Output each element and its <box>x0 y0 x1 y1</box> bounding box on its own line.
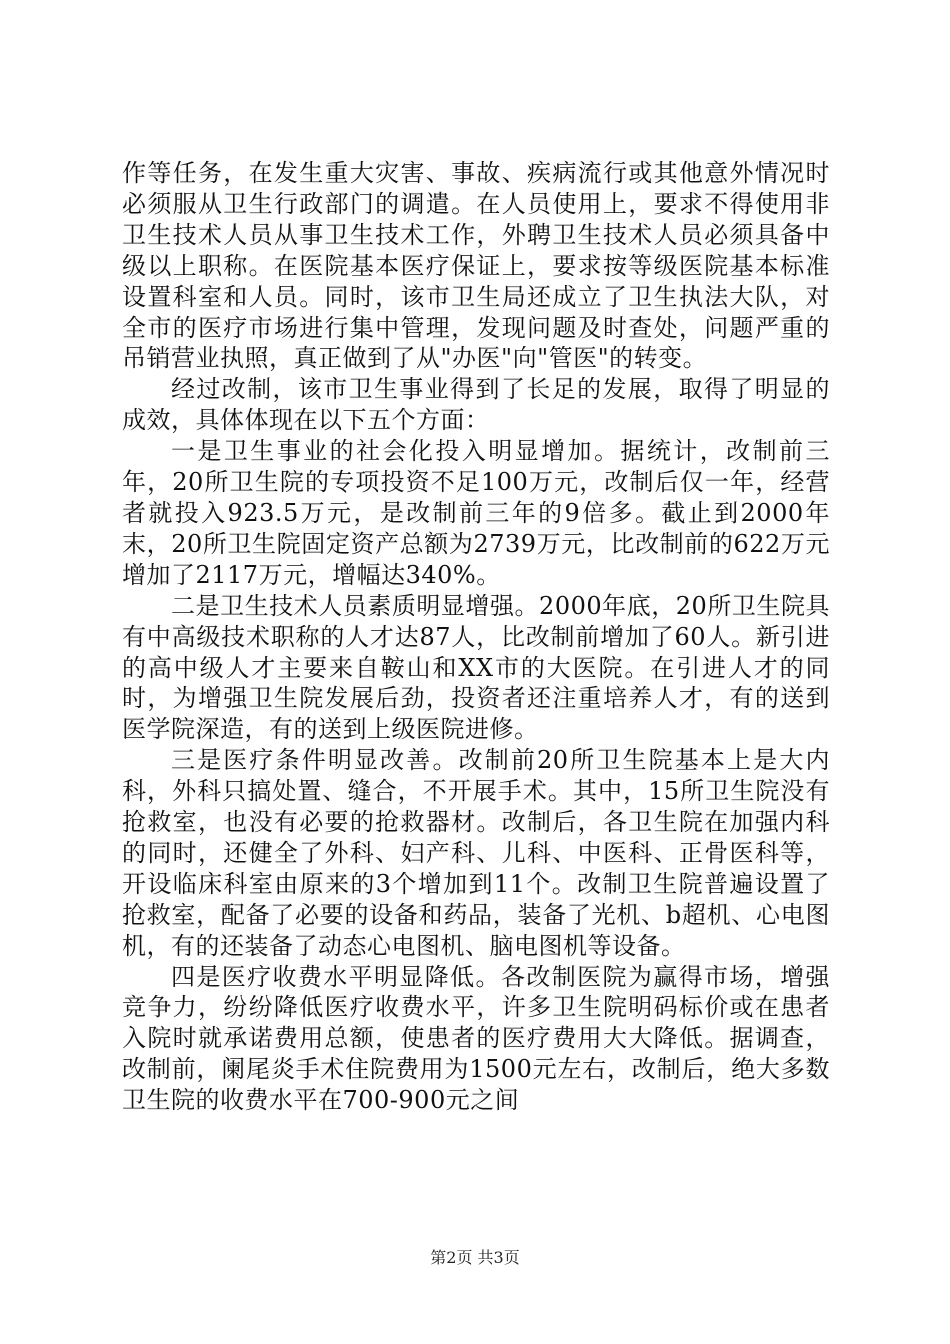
paragraph-point-three: 三是医疗条件明显改善。改制前20所卫生院基本上是大内科，外科只搞处置、缝合，不开展手术。其中，15所卫生院没有抢救室，也没有必要的抢救器材。改制后，各卫生院在加强内科的同时，还健全了外科、妇产科、儿科、中医科、正骨医科等，开设临床科室由原来的3个增加到11个。改制卫生院普遍设置了抢救室，配备了必要的设备和药品，装备了光机、b超机、心电图机，有的还装备了动态心电图机、脑电图机等设备。 <box>122 746 830 960</box>
document-body <box>122 158 830 1116</box>
paragraph-summary-intro: 经过改制，该市卫生事业得到了长足的发展，取得了明显的成效，具体体现在以下五个方面： <box>122 375 830 435</box>
paragraph-continuation: 作等任务，在发生重大灾害、事故、疾病流行或其他意外情况时必须服从卫生行政部门的调遣。在人员使用上，要求不得使用非卫生技术人员从事卫生技术工作，外聘卫生技术人员必须具备中级以上职称。在医院基本医疗保证上，要求按等级医院基本标准设置科室和人员。同时，该市卫生局还成立了卫生执法大队，对全市的医疗市场进行集中管理，发现问题及时查处，问题严重的吊销营业执照，真正做到了从"办医"向"管医"的转变。 <box>122 159 830 373</box>
page-number-footer: 第2页 共3页 <box>430 1248 520 1267</box>
paragraph-point-two: 二是卫生技术人员素质明显增强。2000年底，20所卫生院具有中高级技术职称的人才达87人，比改制前增加了60人。新引进的高中级人才主要来自鞍山和XX市的大医院。在引进人才的同时，为增强卫生院发展后劲，投资者还注重培养人才，有的送到医学院深造，有的送到上级医院进修。 <box>122 591 830 744</box>
paragraph-point-one: 一是卫生事业的社会化投入明显增加。据统计，改制前三年，20所卫生院的专项投资不足100万元，改制后仅一年，经营者就投入923.5万元，是改制前三年的9倍多。截止到2000年末，20所卫生院固定资产总额为2739万元，比改制前的622万元增加了2117万元，增幅达340%。 <box>122 437 830 589</box>
paragraph-point-four: 四是医疗收费水平明显降低。各改制医院为赢得市场，增强竞争力，纷纷降低医疗收费水平，许多卫生院明码标价或在患者入院时就承诺费用总额，使患者的医疗费用大大降低。据调查，改制前，阑尾炎手术住院费用为1500元左右，改制后，绝大多数卫生院的收费水平在700-900元之间 <box>122 962 830 1115</box>
